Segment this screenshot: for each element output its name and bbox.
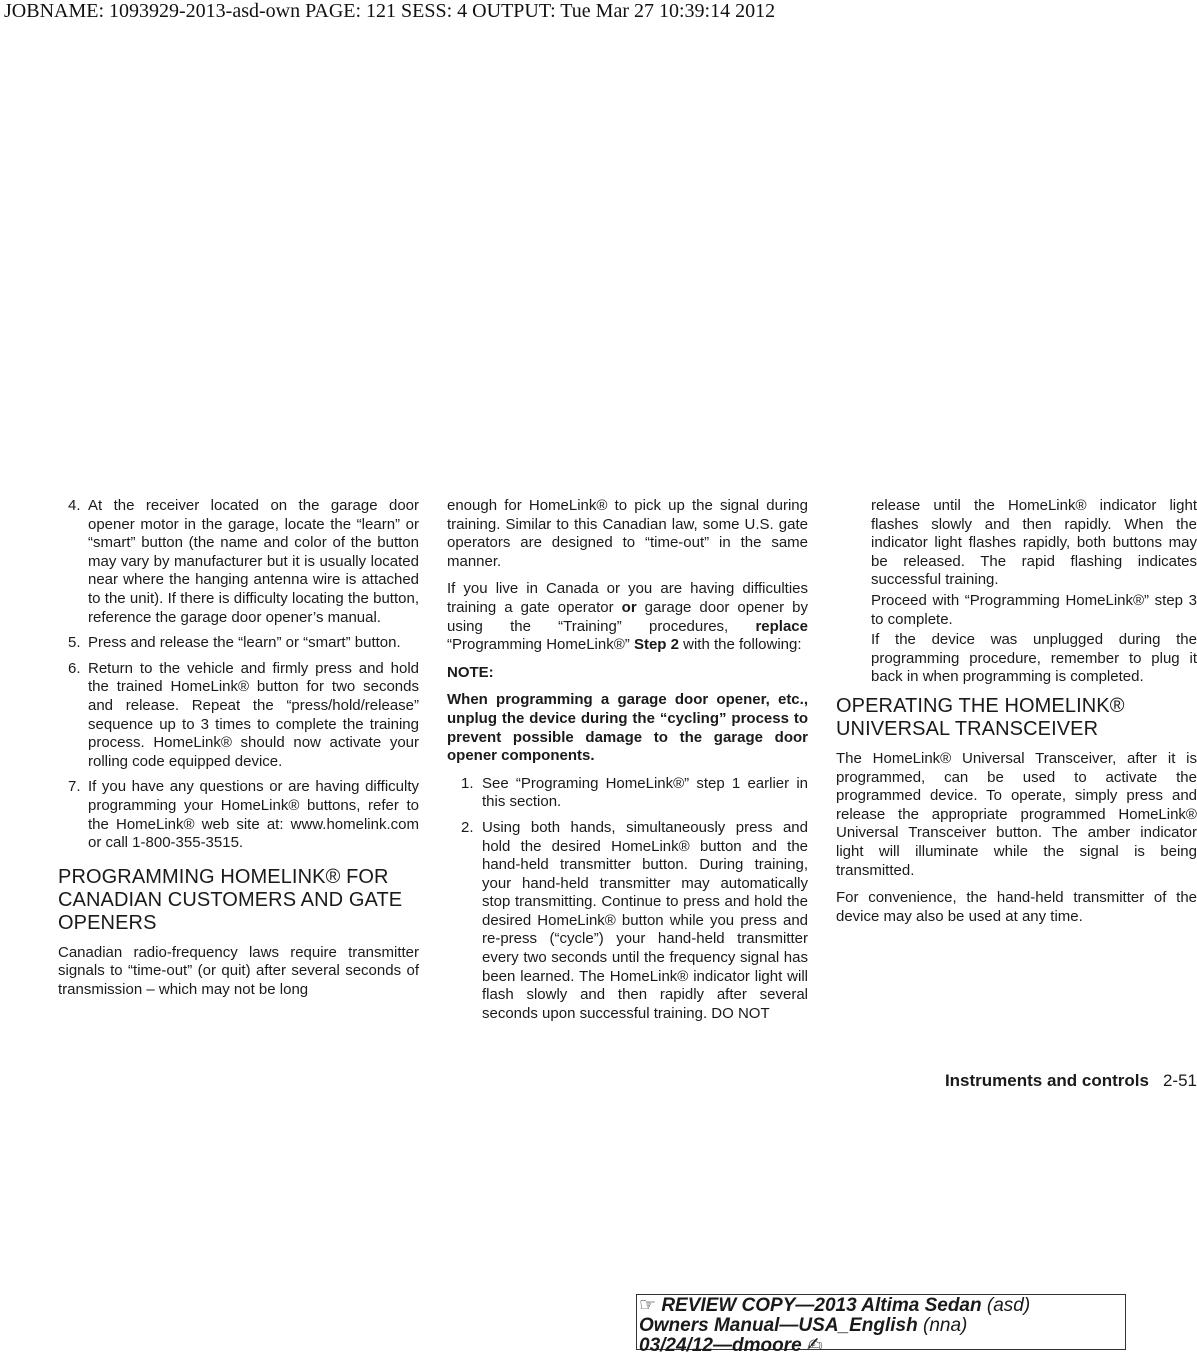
paragraph: release until the HomeLink® indicator light flashes slowly and then rapidly. When the indicator light flashes rapidly, both buttons may be released. The rapid flashing indicates successful training. (871, 497, 1197, 589)
page-number: 2-51 (1162, 1071, 1197, 1090)
review-line-2 (639, 1316, 1125, 1336)
paragraph: Proceed with “Programming HomeLink®” step 3 to complete. (871, 591, 1197, 628)
column-3 (836, 497, 1197, 935)
review-date: 03/24/12—dmoore (639, 1335, 802, 1356)
numbered-list (447, 775, 808, 1024)
item-number: 6. (68, 659, 81, 677)
pointing-hand-icon: ☞ (639, 1295, 657, 1316)
paragraph: enough for HomeLink® to pick up the signal during training. Similar to this Canadian law, some U.S. gate operators are designed to “time-out” in the same manner. (447, 497, 808, 570)
section-heading-operating: OPERATING THE HOMELINK® UNIVERSAL TRANSCEIVER (836, 694, 1125, 740)
review-line-1 (639, 1296, 1125, 1316)
list-item (58, 660, 419, 772)
numbered-list (58, 497, 419, 853)
text-run: garage door opener by using the “Training” procedures, (447, 598, 808, 635)
list-item (58, 778, 419, 852)
review-lang-code: (nna) (923, 1315, 968, 1336)
item-number: 4. (68, 497, 81, 514)
paragraph: Canadian radio-frequency laws require transmitter signals to “time-out” (or quit) after several seconds of transmission – which may not be long (58, 943, 419, 998)
paragraph (447, 580, 808, 654)
list-item (447, 819, 808, 1024)
item-text: See “Programing HomeLink®” step 1 earlier in this section. (482, 774, 808, 811)
review-title: REVIEW COPY—2013 Altima Sedan (661, 1295, 982, 1316)
item-text: Return to the vehicle and firmly press and hold the trained HomeLink® button for two seconds and release. Repeat the “press/hold/release” sequence up to 3 times to complete the training process. HomeLink® should now activate your rolling code equipped device. (88, 659, 419, 770)
emphasis-or: or (621, 598, 637, 616)
item-text: At the receiver located on the garage door opener motor in the garage, locate the “learn” or “smart” button (the name and color of the button may vary by manufacturer but it is usually located near where the hanging antenna wire is attached to the unit). If there is difficulty locating the button, reference the garage door opener’s manual. (88, 497, 419, 626)
item-text: Using both hands, simultaneously press and hold the desired HomeLink® button and the hand-held transmitter button. During training, your hand-held transmitter may automatically stop transmitting. Continue to press and hold the desired HomeLink® button while you press and re-press (“cycle”) your hand-held transmitter every two seconds until the frequency signal has been learned. The HomeLink® indicator light will flash slowly and then rapidly after several seconds upon successful training. DO NOT (482, 818, 808, 1022)
emphasis-replace: replace (755, 617, 808, 635)
review-code: (asd) (986, 1295, 1031, 1316)
page-footer (900, 1071, 1197, 1091)
note-body: When programming a garage door opener, etc., unplug the device during the “cycling” process to prevent possible damage to the garage door opener components. (447, 691, 808, 765)
text-run: If you live in Canada or you are having difficulties training a gate operator (447, 580, 808, 616)
review-line-3 (639, 1336, 1125, 1356)
item-number: 5. (68, 634, 81, 652)
column-1 (58, 497, 419, 1008)
list-item (58, 497, 419, 627)
job-header: JOBNAME: 1093929-2013-asd-own PAGE: 121 SESS: 4 OUTPUT: Tue Mar 27 10:39:14 2012 (4, 0, 776, 22)
note-title: NOTE: (447, 663, 494, 681)
item-text: If you have any questions or are having difficulty programming your HomeLink® buttons, refer to the HomeLink® web site at: www.homelink.com or call 1-800-355-3515. (88, 778, 419, 852)
footer-section-title: Instruments and controls (944, 1071, 1149, 1090)
text-run: with the following: (678, 636, 802, 654)
item-number: 2. (461, 818, 474, 836)
section-heading-canadian: PROGRAMMING HOMELINK® FOR CANADIAN CUSTOMERS AND GATE OPENERS (58, 865, 403, 934)
review-manual: Owners Manual—USA_English (639, 1315, 918, 1336)
paragraph: For convenience, the hand-held transmitter of the device may also be used at any time. (836, 889, 1197, 925)
list-continuation (836, 497, 1197, 687)
list-item (447, 775, 808, 812)
item-text: Press and release the “learn” or “smart” button. (88, 634, 401, 652)
column-2 (447, 497, 808, 1030)
writing-hand-icon: ✍ (806, 1335, 823, 1356)
item-number: 7. (68, 778, 81, 796)
paragraph: The HomeLink® Universal Transceiver, after it is programmed, can be used to activate the programmed device. To operate, simply press and release the appropriate programmed HomeLink® Universal Transceiver button. The amber indicator light will illuminate while the signal is being transmitted. (836, 749, 1197, 879)
text-run: “Programming HomeLink®” (447, 636, 634, 654)
emphasis-step: Step 2 (633, 636, 679, 654)
list-item (58, 634, 419, 653)
paragraph: If the device was unplugged during the programming procedure, remember to plug it back in when programming is completed. (871, 631, 1197, 686)
review-copy-box (636, 1294, 1126, 1356)
item-number: 1. (461, 774, 474, 792)
